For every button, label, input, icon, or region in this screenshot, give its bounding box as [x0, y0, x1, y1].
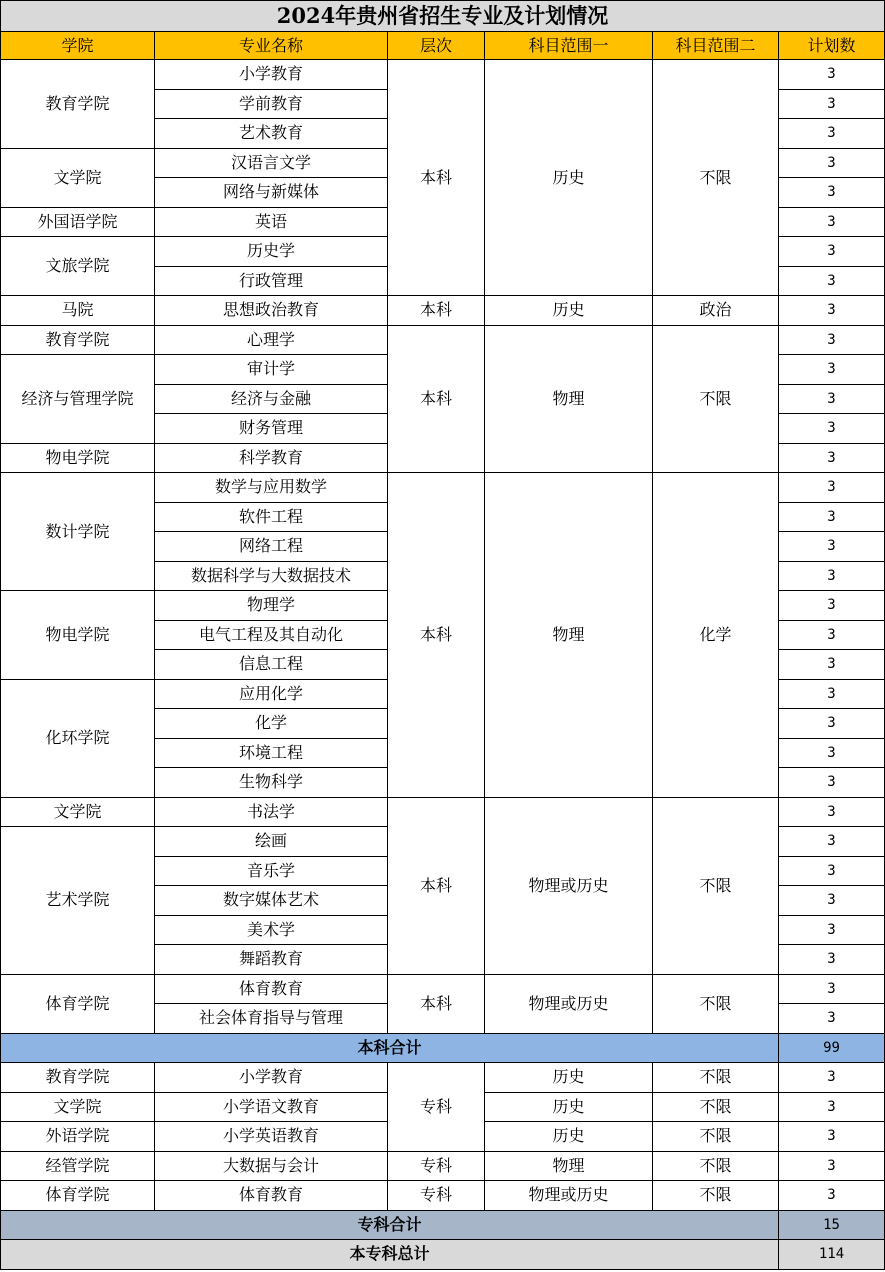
major-cell: 网络工程	[155, 532, 388, 562]
major-cell: 信息工程	[155, 650, 388, 680]
count-cell: 3	[779, 443, 885, 473]
count-cell: 3	[779, 915, 885, 945]
level-cell: 专科	[388, 1151, 485, 1181]
count-cell: 3	[779, 945, 885, 975]
count-cell: 3	[779, 178, 885, 208]
count-cell: 3	[779, 89, 885, 119]
subject-one-cell: 物理或历史	[485, 974, 653, 1033]
college-cell: 体育学院	[1, 1181, 155, 1211]
level-cell: 本科	[388, 797, 485, 974]
count-cell: 3	[779, 974, 885, 1004]
level-cell: 本科	[388, 974, 485, 1033]
subject-one-cell: 物理或历史	[485, 797, 653, 974]
major-cell: 应用化学	[155, 679, 388, 709]
zhuanke-total-row	[1, 1210, 885, 1240]
table-row	[1, 325, 885, 355]
count-cell: 3	[779, 207, 885, 237]
level-cell: 专科	[388, 1181, 485, 1211]
college-cell: 经济与管理学院	[1, 355, 155, 444]
college-cell: 教育学院	[1, 325, 155, 355]
college-cell: 物电学院	[1, 591, 155, 680]
college-cell: 教育学院	[1, 60, 155, 149]
count-cell: 3	[779, 119, 885, 149]
grand-total-label: 本专科总计	[1, 1240, 779, 1270]
count-cell: 3	[779, 325, 885, 355]
major-cell: 网络与新媒体	[155, 178, 388, 208]
subject-two-cell: 不限	[653, 974, 779, 1033]
college-cell: 外语学院	[1, 1122, 155, 1152]
major-cell: 化学	[155, 709, 388, 739]
college-cell: 文学院	[1, 797, 155, 827]
major-cell: 小学教育	[155, 1063, 388, 1093]
major-cell: 物理学	[155, 591, 388, 621]
count-cell: 3	[779, 502, 885, 532]
major-cell: 美术学	[155, 915, 388, 945]
grand-total-value: 114	[779, 1240, 885, 1270]
zhuanke-total-label: 专科合计	[1, 1210, 779, 1240]
major-cell: 数字媒体艺术	[155, 886, 388, 916]
subject-two-cell: 政治	[653, 296, 779, 326]
college-cell: 教育学院	[1, 1063, 155, 1093]
subject-one-cell: 历史	[485, 60, 653, 296]
subject-two-cell: 不限	[653, 1063, 779, 1093]
count-cell: 3	[779, 414, 885, 444]
major-cell: 书法学	[155, 797, 388, 827]
count-cell: 3	[779, 1004, 885, 1034]
major-cell: 绘画	[155, 827, 388, 857]
header-college: 学院	[1, 32, 155, 60]
major-cell: 财务管理	[155, 414, 388, 444]
major-cell: 环境工程	[155, 738, 388, 768]
level-cell: 本科	[388, 473, 485, 798]
major-cell: 数据科学与大数据技术	[155, 561, 388, 591]
major-cell: 社会体育指导与管理	[155, 1004, 388, 1034]
major-cell: 历史学	[155, 237, 388, 267]
major-cell: 体育教育	[155, 1181, 388, 1211]
subject-two-cell: 不限	[653, 797, 779, 974]
subject-one-cell: 历史	[485, 1063, 653, 1093]
college-cell: 马院	[1, 296, 155, 326]
count-cell: 3	[779, 1122, 885, 1152]
count-cell: 3	[779, 1181, 885, 1211]
major-cell: 生物科学	[155, 768, 388, 798]
major-cell: 思想政治教育	[155, 296, 388, 326]
table-row	[1, 296, 885, 326]
count-cell: 3	[779, 856, 885, 886]
count-cell: 3	[779, 266, 885, 296]
count-cell: 3	[779, 738, 885, 768]
major-cell: 大数据与会计	[155, 1151, 388, 1181]
table-row	[1, 60, 885, 90]
major-cell: 经济与金融	[155, 384, 388, 414]
level-cell: 本科	[388, 60, 485, 296]
count-cell: 3	[779, 1063, 885, 1093]
count-cell: 3	[779, 1151, 885, 1181]
count-cell: 3	[779, 886, 885, 916]
major-cell: 英语	[155, 207, 388, 237]
table-title: 2024年贵州省招生专业及计划情况	[1, 1, 885, 32]
table-row	[1, 1151, 885, 1181]
level-cell: 本科	[388, 296, 485, 326]
subject-two-cell: 不限	[653, 1151, 779, 1181]
major-cell: 体育教育	[155, 974, 388, 1004]
header-level: 层次	[388, 32, 485, 60]
subject-two-cell: 不限	[653, 1122, 779, 1152]
major-cell: 小学教育	[155, 60, 388, 90]
count-cell: 3	[779, 591, 885, 621]
major-cell: 音乐学	[155, 856, 388, 886]
table-row	[1, 473, 885, 503]
grand-total-row	[1, 1240, 885, 1270]
table-row	[1, 974, 885, 1004]
subject-one-cell: 物理	[485, 1151, 653, 1181]
college-cell: 化环学院	[1, 679, 155, 797]
benke-total-row	[1, 1033, 885, 1063]
major-cell: 汉语言文学	[155, 148, 388, 178]
count-cell: 3	[779, 237, 885, 267]
count-cell: 3	[779, 650, 885, 680]
subject-one-cell: 历史	[485, 1092, 653, 1122]
count-cell: 3	[779, 797, 885, 827]
college-cell: 物电学院	[1, 443, 155, 473]
major-cell: 数学与应用数学	[155, 473, 388, 503]
major-cell: 学前教育	[155, 89, 388, 119]
count-cell: 3	[779, 473, 885, 503]
major-cell: 小学语文教育	[155, 1092, 388, 1122]
major-cell: 舞蹈教育	[155, 945, 388, 975]
subject-two-cell: 不限	[653, 1092, 779, 1122]
count-cell: 3	[779, 384, 885, 414]
major-cell: 心理学	[155, 325, 388, 355]
major-cell: 行政管理	[155, 266, 388, 296]
subject-two-cell: 不限	[653, 60, 779, 296]
subject-one-cell: 物理或历史	[485, 1181, 653, 1211]
college-cell: 体育学院	[1, 974, 155, 1033]
college-cell: 艺术学院	[1, 827, 155, 975]
table-row	[1, 1181, 885, 1211]
header-subject-two: 科目范围二	[653, 32, 779, 60]
count-cell: 3	[779, 679, 885, 709]
level-cell: 专科	[388, 1063, 485, 1152]
count-cell: 3	[779, 768, 885, 798]
table-row	[1, 797, 885, 827]
college-cell: 文学院	[1, 148, 155, 207]
subject-one-cell: 历史	[485, 296, 653, 326]
count-cell: 3	[779, 296, 885, 326]
major-cell: 审计学	[155, 355, 388, 385]
college-cell: 数计学院	[1, 473, 155, 591]
count-cell: 3	[779, 532, 885, 562]
college-cell: 经管学院	[1, 1151, 155, 1181]
count-cell: 3	[779, 60, 885, 90]
major-cell: 电气工程及其自动化	[155, 620, 388, 650]
header-major: 专业名称	[155, 32, 388, 60]
count-cell: 3	[779, 355, 885, 385]
major-cell: 软件工程	[155, 502, 388, 532]
header-subject-one: 科目范围一	[485, 32, 653, 60]
major-cell: 科学教育	[155, 443, 388, 473]
zhuanke-total-value: 15	[779, 1210, 885, 1240]
subject-one-cell: 物理	[485, 325, 653, 473]
header-row	[1, 32, 885, 60]
table-row	[1, 1063, 885, 1093]
benke-total-value: 99	[779, 1033, 885, 1063]
count-cell: 3	[779, 620, 885, 650]
subject-two-cell: 不限	[653, 1181, 779, 1211]
college-cell: 外国语学院	[1, 207, 155, 237]
header-plan-count: 计划数	[779, 32, 885, 60]
subject-one-cell: 历史	[485, 1122, 653, 1152]
college-cell: 文旅学院	[1, 237, 155, 296]
count-cell: 3	[779, 148, 885, 178]
benke-total-label: 本科合计	[1, 1033, 779, 1063]
subject-one-cell: 物理	[485, 473, 653, 798]
subject-two-cell: 不限	[653, 325, 779, 473]
count-cell: 3	[779, 561, 885, 591]
major-cell: 小学英语教育	[155, 1122, 388, 1152]
count-cell: 3	[779, 827, 885, 857]
level-cell: 本科	[388, 325, 485, 473]
subject-two-cell: 化学	[653, 473, 779, 798]
count-cell: 3	[779, 1092, 885, 1122]
college-cell: 文学院	[1, 1092, 155, 1122]
major-cell: 艺术教育	[155, 119, 388, 149]
count-cell: 3	[779, 709, 885, 739]
